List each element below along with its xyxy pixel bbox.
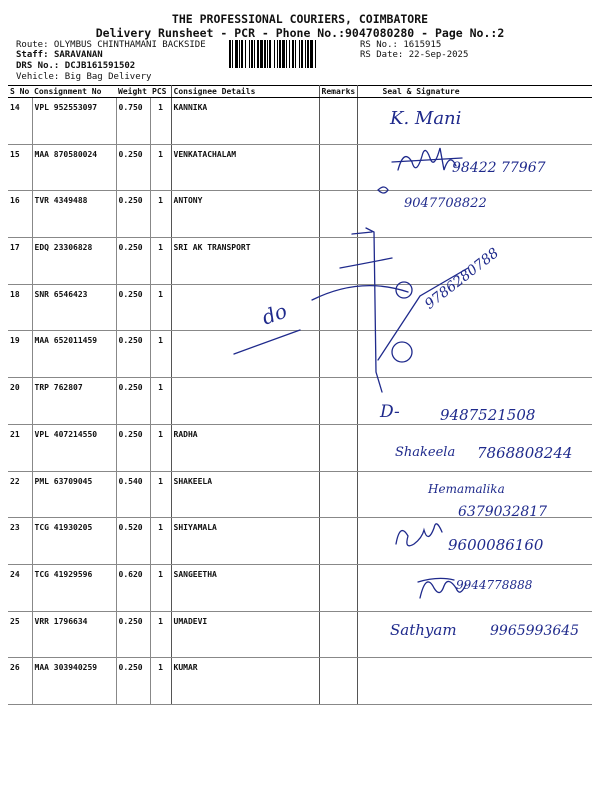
consignment-cell: PML 63709045: [32, 471, 116, 518]
handwritten-phone: 9047708822: [404, 196, 487, 211]
staff-value: SARAVANAN: [53, 50, 103, 60]
consignee-cell: VENKATACHALAM: [171, 144, 319, 191]
weight-cell: 0.620: [116, 564, 150, 611]
ditto-line: [378, 268, 468, 360]
signature-scribble: [396, 524, 442, 546]
sno-cell: 21: [8, 424, 32, 471]
pcs-cell: 1: [150, 238, 171, 285]
consignee-cell: SRI AK TRANSPORT: [171, 238, 319, 285]
handwritten-signature: Shakeela: [395, 445, 456, 460]
col-seal: Seal & Signature: [357, 86, 592, 98]
sno-cell: 22: [8, 471, 32, 518]
route-info: Route: OLYMBUS CHINTHAMANI BACKSIDE: [16, 40, 206, 50]
pcs-cell: 1: [150, 191, 171, 238]
sno-cell: 25: [8, 611, 32, 658]
consignment-cell: MAA 652011459: [32, 331, 116, 378]
pcs-cell: 1: [150, 424, 171, 471]
consignee-cell: SHIYAMALA: [171, 518, 319, 565]
col-consignee: Consignee Details: [171, 86, 319, 98]
pcs-cell: 1: [150, 471, 171, 518]
sno-cell: 16: [8, 191, 32, 238]
sno-cell: 23: [8, 518, 32, 565]
ditto-line: [366, 228, 382, 392]
sno-cell: 18: [8, 284, 32, 331]
consignment-cell: VPL 952553097: [32, 98, 116, 145]
pcs-cell: 1: [150, 331, 171, 378]
pcs-cell: 1: [150, 564, 171, 611]
ditto-line: [234, 330, 300, 354]
handwritten-phone: 9487521508: [440, 406, 536, 424]
pcs-cell: 1: [150, 611, 171, 658]
weight-cell: 0.250: [116, 191, 150, 238]
weight-cell: 0.250: [116, 144, 150, 191]
consignee-cell: SANGEETHA: [171, 564, 319, 611]
handwritten-signature: Sathyam: [390, 621, 457, 639]
signature-scribble: [378, 187, 388, 193]
weight-cell: 0.250: [116, 284, 150, 331]
vehicle-info: Vehicle: Big Bag Delivery: [16, 72, 152, 82]
pcs-cell: 1: [150, 284, 171, 331]
handwritten-ditto: do: [258, 298, 291, 330]
weight-cell: 0.250: [116, 331, 150, 378]
handwritten-phone: 9786280788: [422, 245, 503, 313]
pcs-cell: 1: [150, 98, 171, 145]
consignment-cell: MAA 870580024: [32, 144, 116, 191]
consignee-cell: UMADEVI: [171, 611, 319, 658]
weight-cell: 0.520: [116, 518, 150, 565]
sno-cell: 14: [8, 98, 32, 145]
weight-cell: 0.250: [116, 424, 150, 471]
consignment-cell: VPL 407214550: [32, 424, 116, 471]
handwritten-signature: D-: [380, 402, 400, 422]
consignee-cell: KANNIKA: [171, 98, 319, 145]
consignment-cell: SNR 6546423: [32, 284, 116, 331]
staff-label: Staff:: [16, 50, 49, 60]
consignment-cell: EDQ 23306828: [32, 238, 116, 285]
ditto-line: [352, 232, 372, 234]
col-sno: S No: [8, 86, 32, 98]
consignment-cell: TCG 41929596: [32, 564, 116, 611]
drs-label: DRS No.:: [16, 61, 60, 71]
sno-cell: 17: [8, 238, 32, 285]
weight-cell: 0.250: [116, 378, 150, 425]
sno-cell: 19: [8, 331, 32, 378]
ditto-line: [312, 286, 408, 300]
weight-cell: 0.250: [116, 238, 150, 285]
consignment-cell: MAA 303940259: [32, 658, 116, 705]
handwritten-phone: 6379032817: [458, 504, 548, 520]
col-remarks: Remarks: [319, 86, 357, 98]
consignee-cell: ANTONY: [171, 191, 319, 238]
handwritten-phone: 7868808244: [477, 444, 573, 462]
consignment-cell: VRR 1796634: [32, 611, 116, 658]
handwritten-phone: 9944778888: [456, 578, 533, 592]
sno-cell: 26: [8, 658, 32, 705]
company-title: THE PROFESSIONAL COURIERS, COIMBATORE: [171, 12, 429, 26]
pcs-cell: 1: [150, 144, 171, 191]
consignee-cell: SHAKEELA: [171, 471, 319, 518]
ditto-circle: [396, 282, 412, 298]
pcs-cell: 1: [150, 518, 171, 565]
sno-cell: 15: [8, 144, 32, 191]
handwritten-phone: 9965993645: [490, 623, 580, 639]
weight-cell: 0.250: [116, 658, 150, 705]
col-weight: Weight: [116, 86, 150, 98]
weight-cell: 0.250: [116, 611, 150, 658]
handwritten-phone: 9600086160: [448, 536, 544, 554]
signature-scribble: [420, 581, 466, 598]
pcs-cell: 1: [150, 658, 171, 705]
weight-cell: 0.540: [116, 471, 150, 518]
ditto-circle: [392, 342, 412, 362]
sno-cell: 24: [8, 564, 32, 611]
sno-cell: 20: [8, 378, 32, 425]
ditto-line: [340, 258, 392, 268]
rs-date: RS Date: 22-Sep-2025: [360, 50, 469, 60]
rs-number: RS No.: 1615915: [360, 40, 442, 50]
consignee-cell: RADHA: [171, 424, 319, 471]
consignment-cell: TCG 41930205: [32, 518, 116, 565]
col-pcs: PCS: [150, 86, 171, 98]
handwritten-signature: K. Mani: [390, 108, 462, 129]
weight-cell: 0.750: [116, 98, 150, 145]
consignment-cell: TRP 762807: [32, 378, 116, 425]
consignment-cell: TVR 4349488: [32, 191, 116, 238]
pcs-cell: 1: [150, 378, 171, 425]
col-consignment: Consignment No: [32, 86, 116, 98]
handwritten-signature: Hemamalika: [428, 482, 505, 496]
consignee-cell: KUMAR: [171, 658, 319, 705]
handwritten-phone: 98422 77967: [452, 160, 546, 176]
runsheet-subtitle: Delivery Runsheet - PCR - Phone No.:9047080280 - Page No.:2: [95, 26, 505, 40]
drs-value: DCJB161591502: [64, 61, 136, 71]
